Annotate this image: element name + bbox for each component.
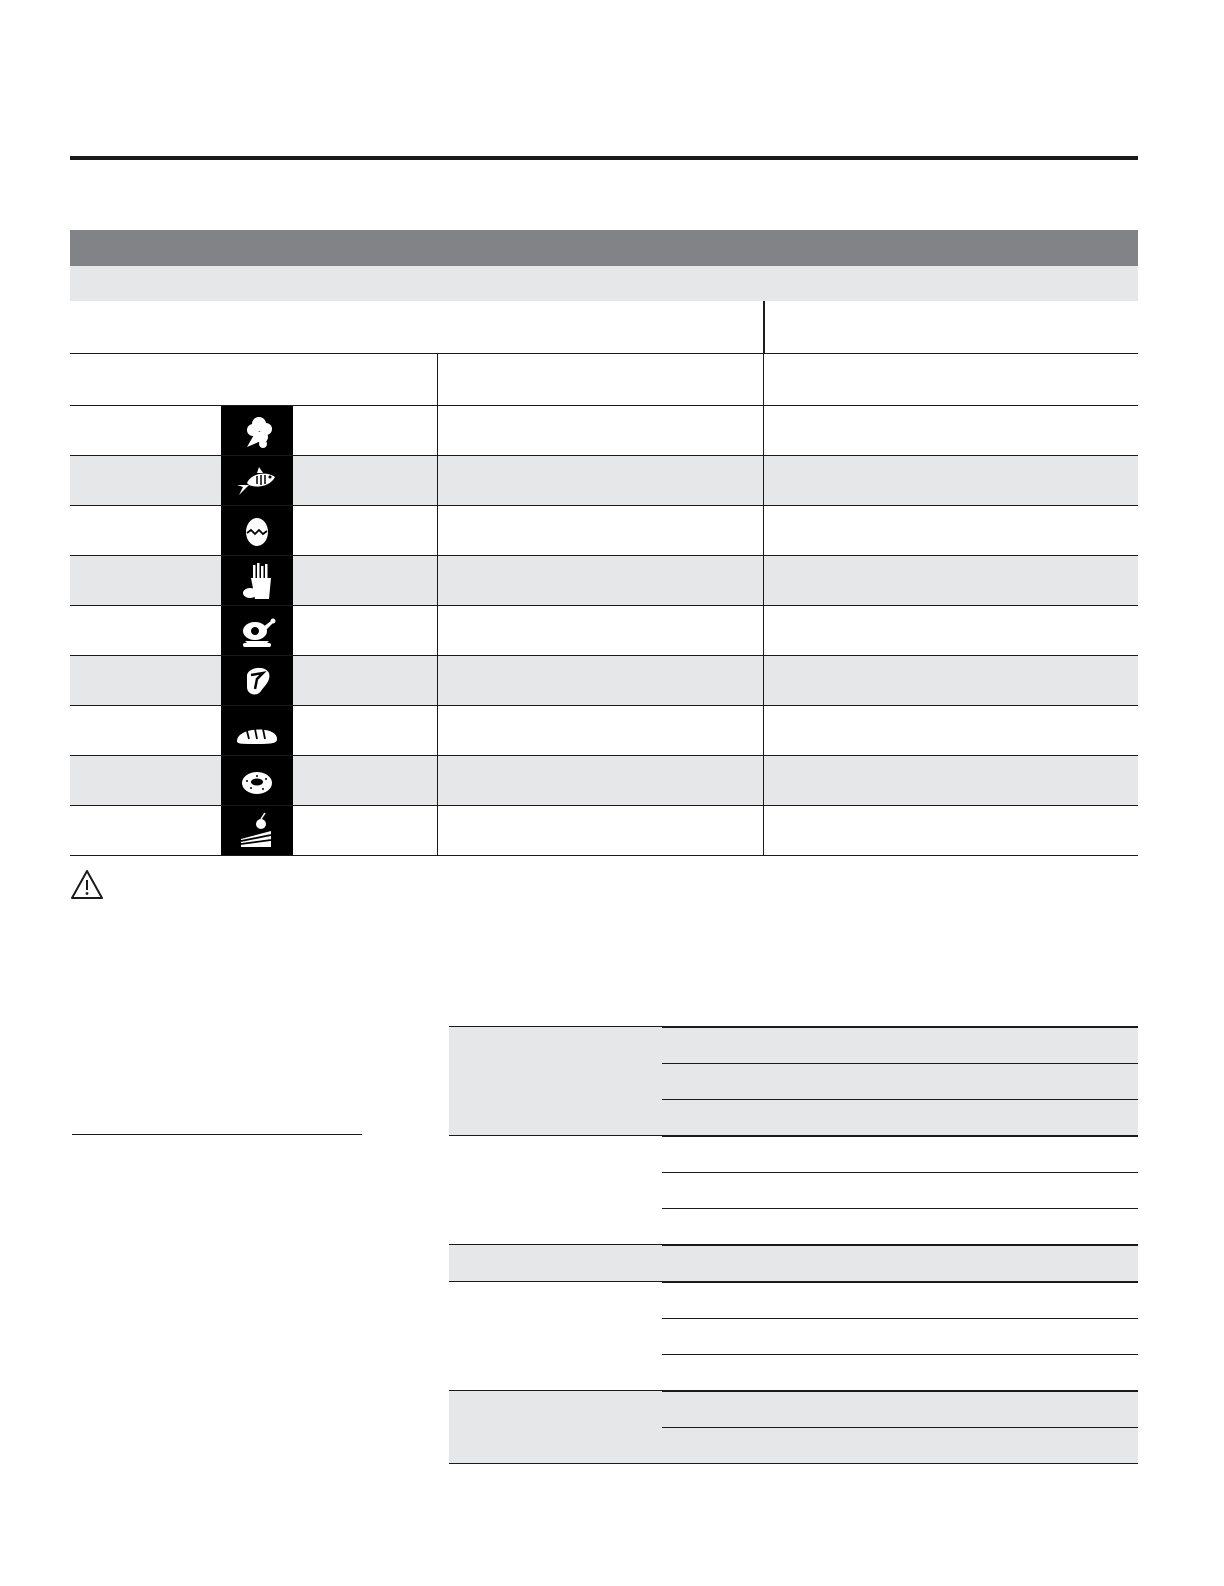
group-row [662, 1099, 1138, 1135]
steak-icon [221, 656, 293, 705]
table-title-band [70, 230, 1138, 266]
top-rule [70, 156, 1138, 160]
header-cell-3 [763, 354, 1138, 405]
row-label-cell [70, 756, 437, 805]
table-row [70, 506, 1138, 556]
group-row [662, 1172, 1138, 1208]
row-label-cell [70, 806, 437, 855]
row-cell-2 [437, 606, 763, 655]
row-cell-2 [437, 656, 763, 705]
warning-icon [70, 868, 104, 902]
group-row [662, 1318, 1138, 1354]
table-subtitle-band [70, 266, 1138, 301]
row-label-cell [70, 506, 437, 555]
table-row [70, 606, 1138, 656]
row-label-cell [70, 656, 437, 705]
row-label-cell [70, 406, 437, 455]
lower-table-group [449, 1244, 1138, 1281]
lower-table-group [449, 1281, 1138, 1390]
row-cell-2 [437, 806, 763, 855]
group-row [662, 1136, 1138, 1172]
poultry-icon [221, 606, 293, 655]
row-cell-3 [763, 806, 1138, 855]
egg-icon [221, 506, 293, 555]
header-cell-1 [70, 354, 437, 405]
row-cell-2 [437, 506, 763, 555]
lower-table-group [449, 1390, 1138, 1463]
row-cell-3 [763, 556, 1138, 605]
group-row [662, 1354, 1138, 1390]
row-cell-2 [437, 456, 763, 505]
row-cell-3 [763, 606, 1138, 655]
row-label-cell [70, 556, 437, 605]
row-label-cell [70, 456, 437, 505]
left-column-rule [72, 1134, 362, 1135]
bread-icon [221, 706, 293, 755]
table-row [70, 756, 1138, 806]
row-cell-3 [763, 706, 1138, 755]
row-cell-2 [437, 756, 763, 805]
group-row [662, 1282, 1138, 1318]
row-cell-3 [763, 506, 1138, 555]
donut-icon [221, 756, 293, 805]
table-row [70, 806, 1138, 856]
table-row [70, 406, 1138, 456]
table-header-row [70, 354, 1138, 406]
column-group-divider [763, 301, 765, 354]
table-row [70, 456, 1138, 506]
row-cell-2 [437, 706, 763, 755]
group-row [662, 1063, 1138, 1099]
group-row [662, 1027, 1138, 1063]
table-row [70, 556, 1138, 606]
lower-table [449, 1026, 1138, 1464]
row-cell-3 [763, 456, 1138, 505]
cake-icon [221, 806, 293, 855]
row-cell-2 [437, 556, 763, 605]
group-row [662, 1427, 1138, 1463]
lower-table-group [449, 1026, 1138, 1135]
food-settings-table [70, 353, 1138, 856]
fries-potato-icon [221, 556, 293, 605]
row-label-cell [70, 606, 437, 655]
table-row [70, 706, 1138, 756]
row-cell-2 [437, 406, 763, 455]
lower-table-group [449, 1135, 1138, 1244]
table-row [70, 656, 1138, 706]
vegetables-icon [221, 406, 293, 455]
group-row [662, 1391, 1138, 1427]
fish-icon [221, 456, 293, 505]
row-cell-3 [763, 656, 1138, 705]
group-row [662, 1245, 1138, 1281]
row-cell-3 [763, 756, 1138, 805]
header-cell-2 [437, 354, 763, 405]
row-cell-3 [763, 406, 1138, 455]
lower-table-bottom-rule [449, 1463, 1138, 1464]
row-label-cell [70, 706, 437, 755]
group-row [662, 1208, 1138, 1244]
